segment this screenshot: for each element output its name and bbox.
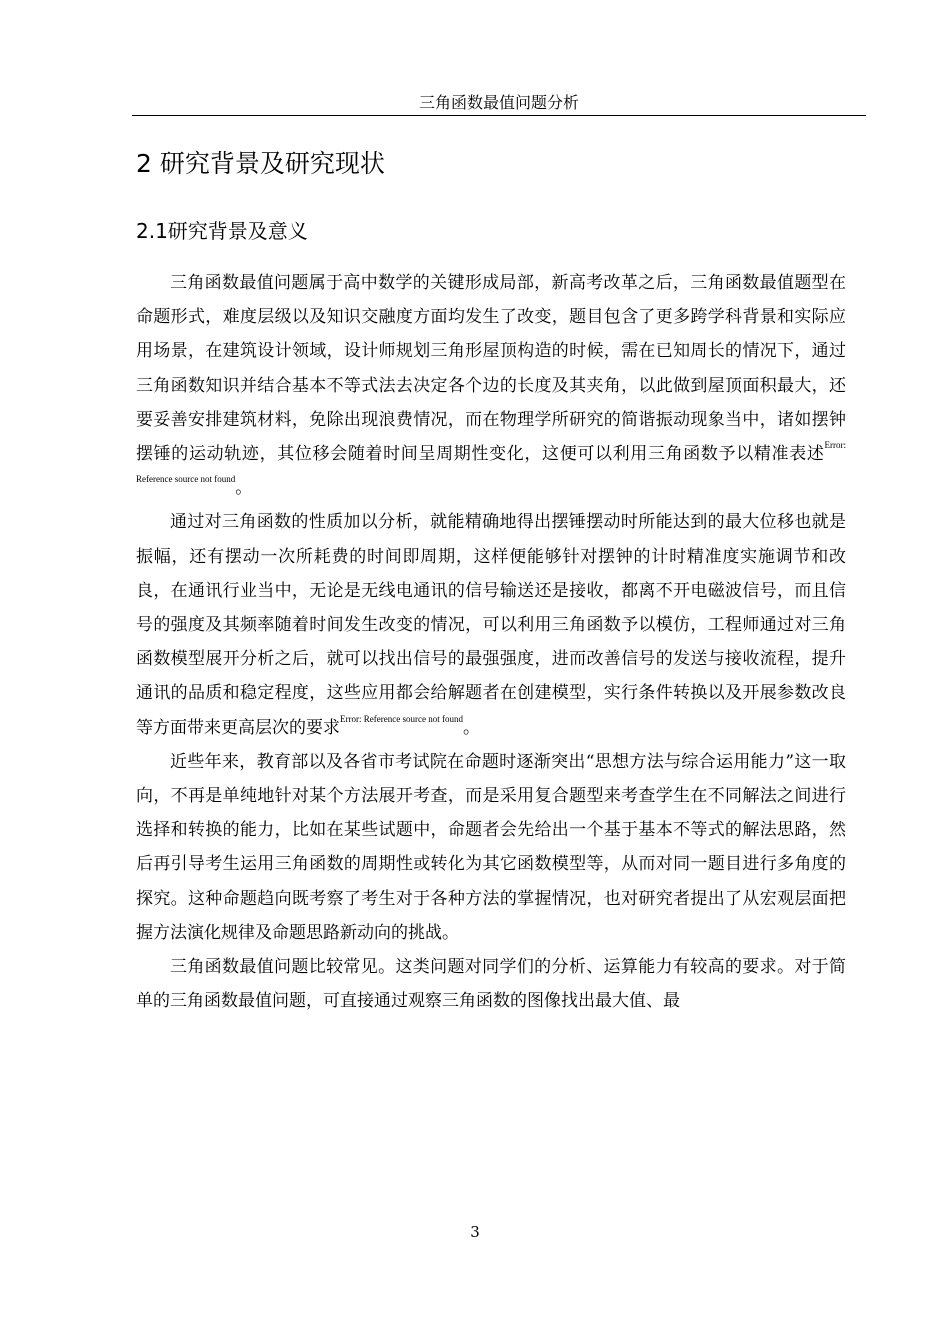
reference-error: Error: Reference source not found <box>136 440 846 485</box>
paragraph-1 <box>136 266 846 505</box>
paragraph-end: 。 <box>235 478 253 499</box>
subsection-heading: 2.1研究背景及意义 <box>136 219 308 243</box>
section-heading: 2 研究背景及研究现状 <box>136 149 385 178</box>
header-rule <box>132 115 866 116</box>
paragraph-text: 近些年来，教育部以及各省市考试院在命题时逐渐突出“思想方法与综合运用能力”这一取向，不再是单纯地针对某个方法展开考查，而是采用复合题型来考查学生在不同解法之间进行选择和转换的能力，比如在某些试题中，命题者会先给出一个基于基本不等式的解法思路，然后再引导考生运用三角函数的周期性或转化为其它函数模型等，从而对同一题目进行多角度的探究。这种命题趋向既考察了考生对于各种方法的掌握情况，也对研究者提出了从宏观层面把握方法演化规律及命题思路新动向的挑战。 <box>136 751 846 943</box>
paragraph-3 <box>136 745 846 950</box>
paragraph-end: 。 <box>462 717 480 738</box>
paragraph-4 <box>136 950 846 1018</box>
paragraph-text: 通过对三角函数的性质加以分析，就能精确地得出摆锤摆动时所能达到的最大位移也就是振幅，还有摆动一次所耗费的时间即周期，这样便能够针对摆钟的计时精准度实施调节和改良，在通讯行业当中，无论是无线电通讯的信号输送还是接收，都离不开电磁波信号，而且信号的强度及其频率随着时间发生改变的情况，可以利用三角函数予以模仿，工程师通过对三角函数模型展开分析之后，就可以找出信号的最强强度，进而改善信号的发送与接收流程，提升通讯的品质和稳定程度，这些应用都会给解题者在创建模型，实行条件转换以及开展参数改良等方面带来更高层次的要求 <box>136 512 846 738</box>
running-header: 三角函数最值问题分析 <box>418 93 579 112</box>
paragraph-text: 三角函数最值问题属于高中数学的关键形成局部，新高考改革之后，三角函数最值题型在命题形式，难度层级以及知识交融度方面均发生了改变，题目包含了更多跨学科背景和实际应用场景，在建筑设计领域，设计师规划三角形屋顶构造的时候，需在已知周长的情况下，通过三角函数知识并结合基本不等式法去决定各个边的长度及其夹角，以此做到屋顶面积最大，还要妥善安排建筑材料，免除出现浪费情况，而在物理学所研究的简谐振动现象当中，诸如摆钟摆锤的运动轨迹，其位移会随着时间呈周期性变化，这便可以利用三角函数予以精准表述 <box>136 273 846 465</box>
paragraph-text: 三角函数最值问题比较常见。这类问题对同学们的分析、运算能力有较高的要求。对于简单的三角函数最值问题，可直接通过观察三角函数的图像找出最大值、最 <box>136 957 846 1012</box>
body-text <box>136 266 846 1018</box>
page-number: 3 <box>470 1223 480 1241</box>
paragraph-2 <box>136 505 846 744</box>
reference-error: Error: Reference source not found <box>340 713 463 724</box>
